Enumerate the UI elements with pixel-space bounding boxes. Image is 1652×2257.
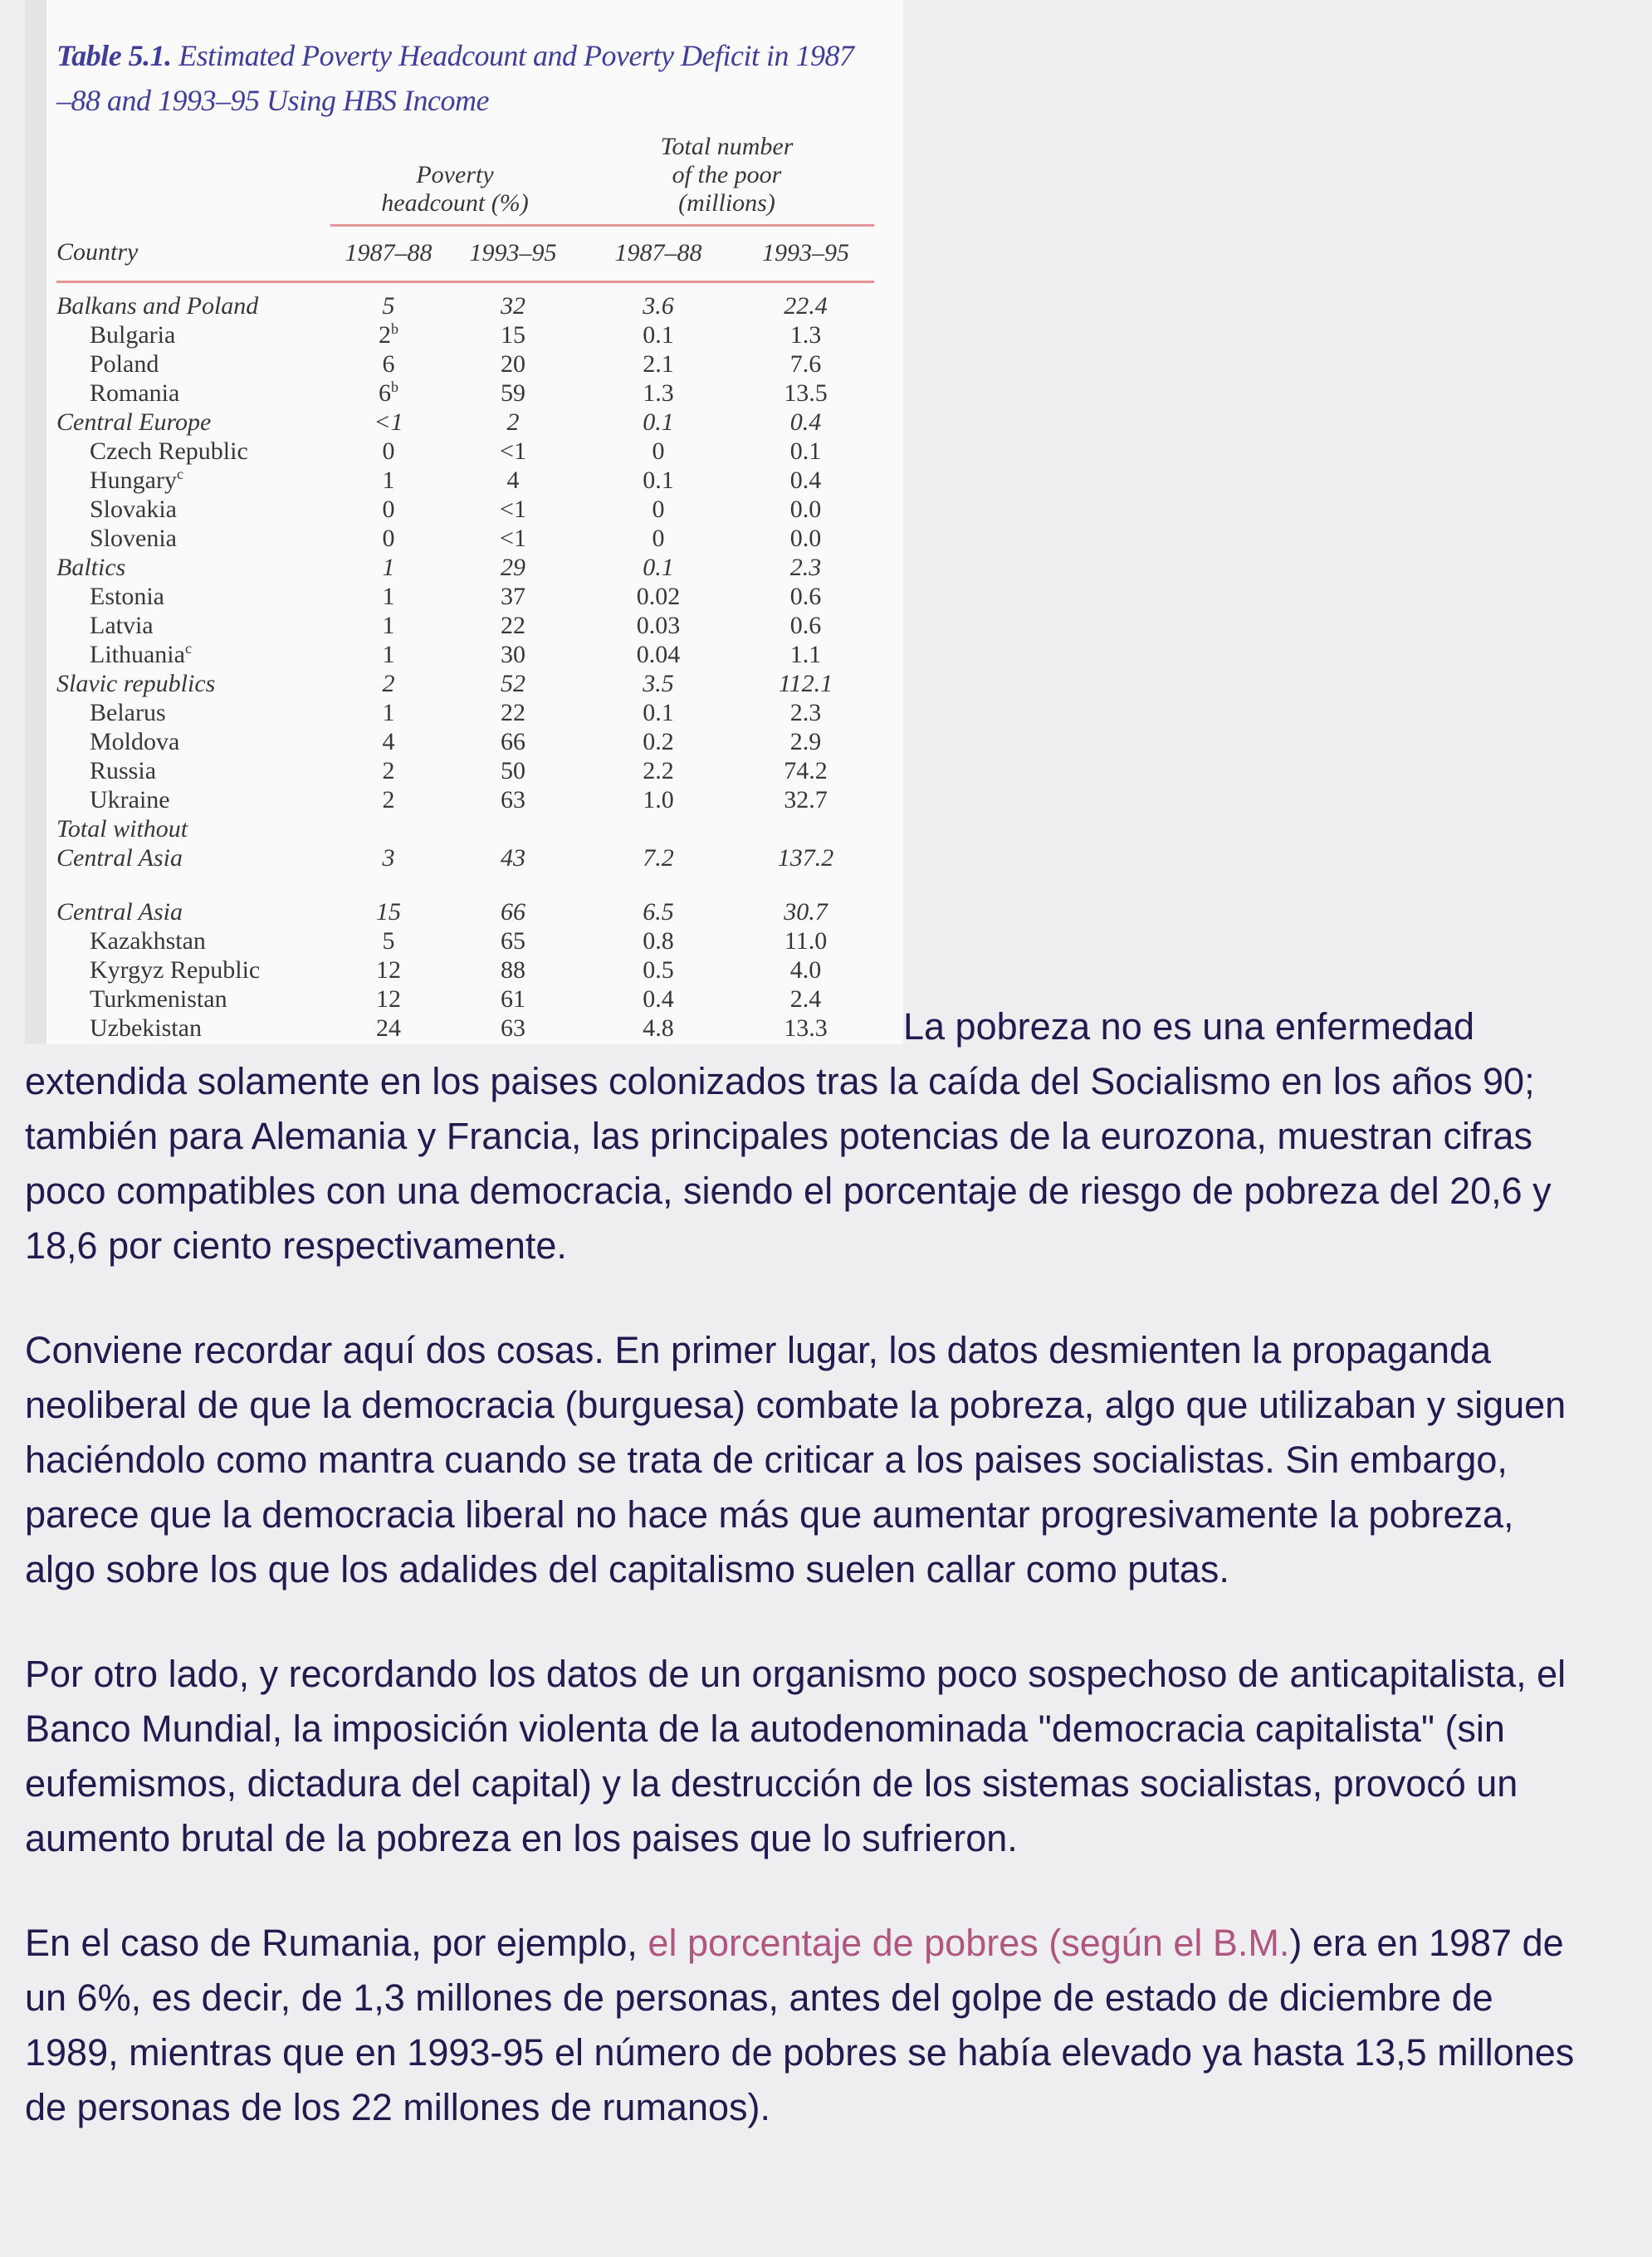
table-row: Romania 6$^b$ 59 1.3 13.5	[90, 379, 828, 407]
table-row: Total without	[56, 815, 188, 843]
year-header: 1987–88	[330, 226, 447, 282]
poverty-percentage-link[interactable]: el porcentaje de pobres (según el B.M.	[648, 1922, 1290, 1964]
table-row: Poland 6 20 2.1 7.6	[90, 350, 822, 378]
table-row: Estonia 1 37 0.02 0.6	[90, 583, 822, 610]
table-caption	[56, 33, 903, 123]
year-header-row	[56, 226, 874, 282]
year-header: 1993–95	[447, 226, 579, 282]
table-row: Kyrgyz Republic 12 88 0.5 4.0	[90, 956, 822, 984]
table-row: Slovenia 0 <1 0 0.0	[90, 525, 822, 552]
paragraph	[25, 1916, 1586, 2135]
poverty-table	[56, 125, 874, 1043]
table-row: Hungary$^c$ 1 4 0.1 0.4	[90, 466, 822, 494]
table-caption-line1	[56, 33, 903, 78]
table-row: Latvia 1 22 0.03 0.6	[90, 612, 822, 639]
col-group-poverty-headcount: Poverty headcount (%)	[330, 125, 579, 226]
year-header: 1993–95	[737, 226, 874, 282]
col-group-total-poor: Total number of the poor (millions)	[579, 125, 874, 226]
table-row: Slovakia 0 <1 0 0.0	[90, 496, 822, 523]
table-row: Ukraine 2 63 1.0 32.7	[90, 786, 828, 813]
table-row: Lithuania$^c$ 1 30 0.04 1.1	[90, 640, 822, 668]
lead-paragraph	[25, 0, 1586, 1273]
table-row: Moldova 4 66 0.2 2.9	[90, 728, 822, 755]
column-group-row	[56, 125, 874, 226]
paragraph-text: La pobreza no es una enfermedad extendida solamente en los paises colonizados tras la caída del Socialismo en los años 90; también para Alemania y Francia, las principales potencias de la eurozona, muestran cifras poco compatibles con una democracia, siendo el porcentaje de riesgo de pobreza del 20,6 y 18,6 por ciento respectivamente.	[25, 1005, 1552, 1267]
spacer-row	[56, 872, 874, 897]
table-number: Table 5.1.	[56, 39, 172, 72]
table-row: Central Europe <1 2 0.1 0.4	[56, 408, 822, 436]
table-row: Russia 2 50 2.2 74.2	[90, 757, 828, 784]
table-row: Baltics 1 29 0.1 2.3	[56, 554, 822, 581]
country-column-header: Country	[56, 226, 330, 282]
paragraph-text: ) era en 1987 de un 6%, es decir, de 1,3 millones de personas, antes del golpe de estado de diciembre de 1989, mientras que en 1993-95 el número de pobres se había elevado ya hasta 13,5 millones de personas de los 22 millones de rumanos).	[25, 1922, 1575, 2128]
poverty-table-scan	[25, 0, 903, 1044]
table-row: Uzbekistan 24 63 4.8 13.3	[90, 1014, 828, 1042]
table-row: Central Asia 3 43 7.2 137.2	[56, 844, 834, 872]
paragraph: Por otro lado, y recordando los datos de un organismo poco sospechoso de anticapitalista, el Banco Mundial, la imposición violenta de la autodenominada "democracia capitalista" (sin eufemismos, dictadura del capital) y la destrucción de los sistemas socialistas, provocó un aumento brutal de la pobreza en los paises que lo sufrieron.	[25, 1653, 1566, 1859]
scan-table-body	[56, 282, 874, 1043]
table-row: Central Asia 15 66 6.5 30.7	[56, 898, 828, 926]
table-row: Kazakhstan 5 65 0.8 11.0	[90, 927, 828, 955]
table-caption-line2: –88 and 1993–95 Using HBS Income	[56, 84, 489, 117]
paragraph-text: En el caso de Rumania, por ejemplo,	[25, 1922, 648, 1964]
table-row: Bulgaria 2$^b$ 15 0.1 1.3	[90, 320, 822, 349]
table-row: Slavic republics 2 52 3.5 112.1	[56, 670, 833, 697]
paragraph: Conviene recordar aquí dos cosas. En primer lugar, los datos desmienten la propaganda neoliberal de que la democracia (burguesa) combate la pobreza, algo que utilizaban y siguen haciéndolo como mantra cuando se trata de criticar a los paises socialistas. Sin embargo, parece que la democracia liberal no hace más que aumentar progresivamente la pobreza, algo sobre los que los adalides del capitalismo suelen callar como putas.	[25, 1329, 1566, 1590]
table-row: Czech Republic 0 <1 0 0.1	[90, 437, 822, 465]
table-row: Turkmenistan 12 61 0.4 2.4	[90, 985, 822, 1013]
year-header: 1987–88	[579, 226, 737, 282]
table-row: Balkans and Poland 5 32 3.6 22.4	[56, 292, 828, 320]
table-row: Belarus 1 22 0.1 2.3	[90, 699, 822, 726]
table-caption-text: Estimated Poverty Headcount and Poverty Deficit in 1987	[171, 39, 854, 72]
